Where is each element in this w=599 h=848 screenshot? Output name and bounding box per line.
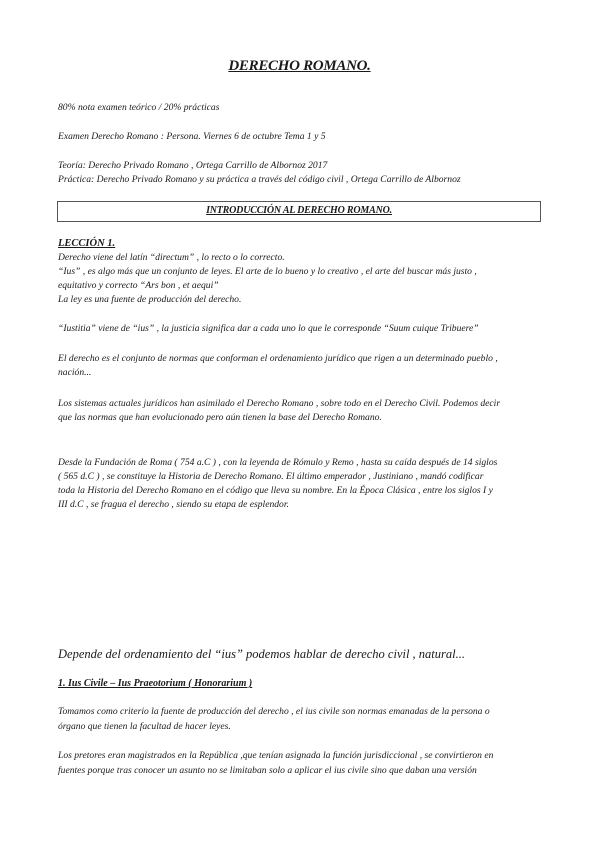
paragraph-line: El derecho es el conjunto de normas que conforman el ordenamiento jurídico que rigen a un determinado pueblo , <box>58 353 498 364</box>
paragraph-line: órgano que tienen la facultad de hacer leyes. <box>58 721 231 732</box>
practice-reference: Práctica: Derecho Privado Romano y su práctica a través del código civil , Ortega Carrillo de Albornoz <box>58 174 461 185</box>
paragraph-line: toda la Historia del Derecho Romano en el código que lleva su nombre. En la Época Clásica , entre los siglos I y <box>58 485 493 496</box>
intro-heading: INTRODUCCIÓN AL DERECHO ROMANO. <box>206 205 392 216</box>
section-intro: Depende del ordenamiento del “ius” podemos hablar de derecho civil , natural... <box>58 647 465 661</box>
paragraph-line: ( 565 d.C ) , se constituye la Historia de Derecho Romano. El último emperador , Justiniano , mandó codificar <box>58 471 484 482</box>
paragraph-line: III d.C , se fragua el derecho , siendo su etapa de esplendor. <box>58 499 289 510</box>
paragraph-line: “Iustitia” viene de “ius” , la justicia significa dar a cada uno lo que le corresponde “Suum cuique Tribuere” <box>58 323 479 334</box>
paragraph-line: fuentes porque tras conocer un asunto no se limitaban solo a aplicar el ius civile sino que daban una versión <box>58 765 477 776</box>
document-title: DERECHO ROMANO. <box>228 58 371 74</box>
paragraph-line: “Ius” , es algo más que un conjunto de leyes. El arte de lo bueno y lo creativo , el arte del buscar más justo , <box>58 266 477 277</box>
paragraph-line: Tomamos como criterio la fuente de producción del derecho , el ius civile son normas emanadas de la persona o <box>58 706 490 717</box>
paragraph-line: nación... <box>58 367 92 378</box>
paragraph-line: Derecho viene del latín “directum” , lo recto o lo correcto. <box>58 252 285 263</box>
section-1-heading: 1. Ius Civile – Ius Praeotorium ( Honorarium ) <box>58 678 253 689</box>
paragraph-line: Los pretores eran magistrados en la República ,que tenían asignada la función jurisdiccional , se convirtieron en <box>58 750 494 761</box>
exam-note: Examen Derecho Romano : Persona. Viernes 6 de octubre Tema 1 y 5 <box>58 131 326 142</box>
theory-reference: Teoría: Derecho Privado Romano , Ortega Carrillo de Albornoz 2017 <box>58 160 328 171</box>
paragraph-line: que las normas que han evolucionado pero aún tienen la base del Derecho Romano. <box>58 412 382 423</box>
paragraph-line: Desde la Fundación de Roma ( 754 a.C ) , con la leyenda de Rómulo y Remo , hasta su caída después de 14 siglos <box>58 457 498 468</box>
paragraph-line: La ley es una fuente de producción del derecho. <box>58 294 242 305</box>
leccion-label: LECCIÓN 1. <box>58 238 116 249</box>
paragraph-line: Los sistemas actuales jurídicos han asimilado el Derecho Romano , sobre todo en el Derecho Civil. Podemos decir <box>58 398 501 409</box>
intro-heading-box <box>57 201 541 222</box>
grading-note: 80% nota examen teórico / 20% prácticas <box>58 102 220 113</box>
paragraph-line: equitativo y correcto “Ars bon , et aequi” <box>58 280 219 291</box>
